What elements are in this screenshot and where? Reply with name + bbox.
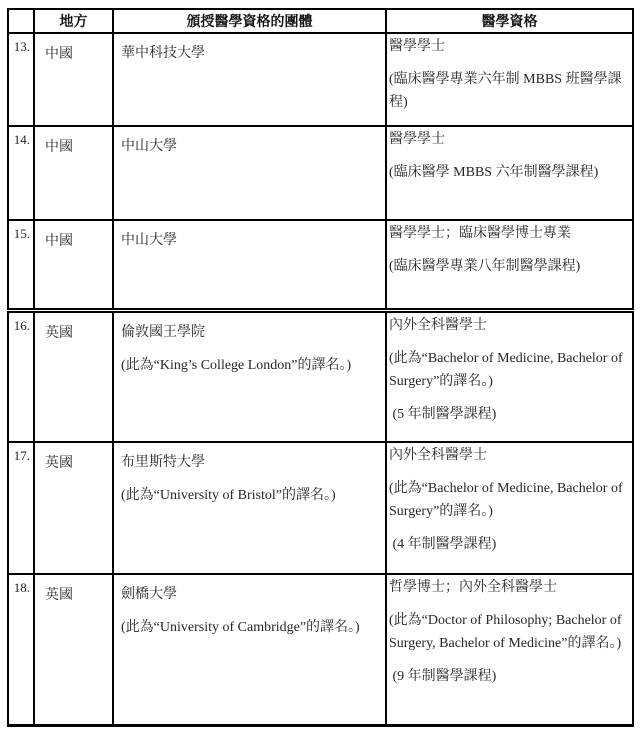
awarding-body-cell — [113, 220, 386, 310]
cell-paragraph: 內外全科醫學士 — [389, 448, 487, 463]
cell-paragraph: (此為“Bachelor of Medicine, Bachelor of Surgery”的譯名。) — [389, 481, 627, 519]
qualification-cell — [386, 442, 633, 574]
cell-paragraph: 華中科技大學 — [121, 46, 205, 61]
row-number: 13. — [8, 33, 34, 126]
cell-paragraph: 中國 — [45, 47, 73, 62]
place-cell — [34, 220, 113, 310]
cell-paragraph: 英國 — [45, 325, 73, 341]
qualification-cell — [386, 33, 633, 126]
cell-paragraph: (4 年制醫學課程) — [389, 537, 497, 552]
place-cell — [34, 33, 113, 126]
awarding-body-cell — [113, 310, 386, 442]
cell-paragraph: 英國 — [45, 588, 73, 603]
cell-paragraph: 劍橋大學 — [121, 587, 177, 602]
table-row — [8, 442, 633, 574]
place-cell — [34, 574, 113, 725]
table-body — [8, 33, 633, 725]
cell-paragraph: 內外全科醫學士 — [389, 317, 487, 333]
cell-paragraph: 中山大學 — [121, 233, 177, 248]
cell-paragraph: 中國 — [45, 234, 73, 249]
cell-paragraph: 醫學學士 — [389, 39, 445, 54]
qualification-cell — [386, 126, 633, 220]
row-number: 17. — [8, 442, 34, 574]
header-cell-number — [8, 9, 34, 33]
cell-paragraph: (5 年制醫學課程) — [389, 406, 497, 422]
qualification-cell — [386, 574, 633, 725]
cell-paragraph: (此為“University of Bristol”的譯名。) — [121, 488, 336, 503]
qualification-cell — [386, 310, 633, 442]
cell-paragraph: 中山大學 — [121, 139, 177, 154]
cell-paragraph: 哲學博士；內外全科醫學士 — [389, 580, 557, 595]
cell-paragraph: 布里斯特大學 — [121, 455, 205, 470]
cell-paragraph: 倫敦國王學院 — [121, 324, 205, 340]
cell-paragraph: (此為“King’s College London”的譯名。) — [121, 357, 352, 373]
qualification-cell — [386, 220, 633, 310]
table-row — [8, 310, 633, 442]
cell-paragraph: (9 年制醫學課程) — [389, 669, 497, 684]
row-number: 14. — [8, 126, 34, 220]
row-number: 15. — [8, 220, 34, 310]
header-cell-awarding-body: 頒授醫學資格的團體 — [113, 9, 386, 33]
table-row — [8, 574, 633, 725]
header-cell-qualification: 醫學資格 — [386, 9, 633, 33]
cell-paragraph: (此為“Bachelor of Medicine, Bachelor of Surgery”的譯名。) — [389, 350, 627, 389]
place-cell — [34, 126, 113, 220]
awarding-body-cell — [113, 126, 386, 220]
awarding-body-cell — [113, 574, 386, 725]
cell-paragraph: (此為“Doctor of Philosophy; Bachelor of Surgery, Bachelor of Medicine”的譯名。) — [389, 613, 626, 651]
awarding-body-cell — [113, 33, 386, 126]
cell-paragraph: (臨床醫學專業八年制醫學課程) — [389, 259, 581, 274]
medical-qualifications-table — [7, 8, 634, 727]
place-cell — [34, 442, 113, 574]
cell-paragraph: (此為“University of Cambridge”的譯名。) — [121, 620, 360, 635]
header-cell-place: 地方 — [34, 9, 113, 33]
header-row — [8, 9, 633, 33]
cell-paragraph: 醫學學士；臨床醫學博士專業 — [389, 226, 571, 241]
table-row — [8, 126, 633, 220]
row-number: 18. — [8, 574, 34, 725]
place-cell — [34, 310, 113, 442]
cell-paragraph: 中國 — [45, 140, 73, 155]
awarding-body-cell — [113, 442, 386, 574]
row-number: 16. — [8, 310, 34, 442]
table-row — [8, 33, 633, 126]
cell-paragraph: (臨床醫學 MBBS 六年制醫學課程) — [389, 165, 599, 180]
cell-paragraph: (臨床醫學專業六年制 MBBS 班醫學課程) — [389, 72, 622, 110]
table-header — [8, 9, 633, 33]
cell-paragraph: 英國 — [45, 456, 73, 471]
cell-paragraph: 醫學學士 — [389, 132, 445, 147]
table-row — [8, 220, 633, 310]
